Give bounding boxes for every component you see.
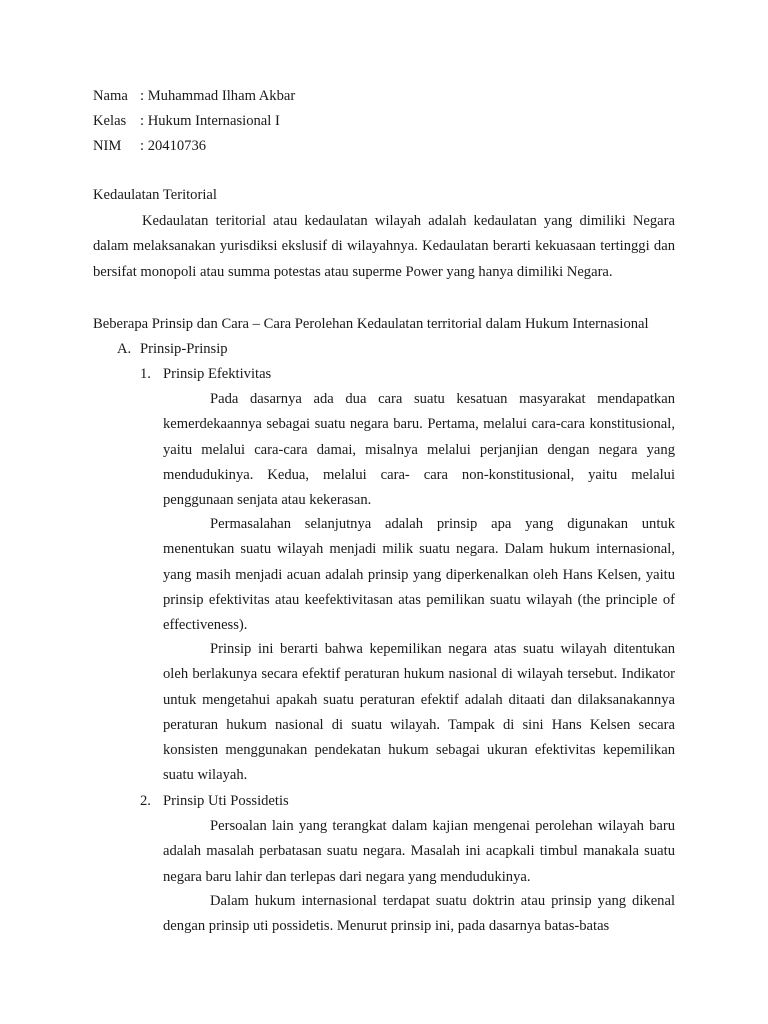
kelas-label: Kelas xyxy=(93,113,127,129)
paragraph-kedaulatan: Kedaulatan teritorial atau kedaulatan wilayah adalah kedaulatan yang dimiliki Negara dalam melaksanakan yurisdiksi ekslusif di wilayahnya. Kedaulatan berarti kekuasaan tertinggi dan bersifat monopoli atau summa potestas atau superme Power yang hanya dimiliki Negara. xyxy=(93,213,675,280)
nama-value: : Muhammad Ilham Akbar xyxy=(140,88,296,104)
subheading-prinsip-prinsip: Prinsip-Prinsip xyxy=(140,341,228,357)
section-title-prinsip-cara: Beberapa Prinsip dan Cara – Cara Perolehan Kedaulatan territorial dalam Hukum Internasional xyxy=(93,316,649,332)
nim-value: : 20410736 xyxy=(140,138,207,154)
nim-label: NIM xyxy=(93,138,122,154)
paragraph-efektivitas-2: Permasalahan selanjutnya adalah prinsip apa yang digunakan untuk menentukan suatu wilayah menjadi milik suatu negara. Dalam hukum internasional, yang masih menjadi acuan adalah prinsip yang diperkenalkan oleh Hans Kelsen, yaitu prinsip efektivitas atau keefektivitasan atas pemilikan suatu wilayah (the principle of effectiveness). xyxy=(163,516,675,634)
paragraph-uti-possidetis-1: Persoalan lain yang terangkat dalam kajian mengenai perolehan wilayah baru adalah masalah perbatasan suatu negara. Masalah ini acapkali timbul manakala suatu negara baru lahir dan terlepas dari negara yang mendudukinya. xyxy=(163,818,675,885)
list-marker-1: 1. xyxy=(140,366,151,382)
item-title-efektivitas: Prinsip Efektivitas xyxy=(163,366,272,382)
kelas-value: : Hukum Internasional I xyxy=(140,113,280,129)
section-title-kedaulatan: Kedaulatan Teritorial xyxy=(93,187,217,203)
nama-label: Nama xyxy=(93,88,128,104)
paragraph-efektivitas-1: Pada dasarnya ada dua cara suatu kesatuan masyarakat mendapatkan kemerdekaannya sebagai suatu negara baru. Pertama, melalui cara-cara konstitusional, yaitu melalui cara-cara damai, misalnya melalui perjanjian dengan negara yang mendudukinya. Kedua, melalui cara- cara non-konstitusional, yaitu melalui penggunaan senjata atau kekerasan. xyxy=(163,391,675,509)
paragraph-uti-possidetis-2: Dalam hukum internasional terdapat suatu doktrin atau prinsip yang dikenal dengan prinsip uti possidetis. Menurut prinsip ini, pada dasarnya batas-batas xyxy=(163,893,675,935)
paragraph-efektivitas-3: Prinsip ini berarti bahwa kepemilikan negara atas suatu wilayah ditentukan oleh berlakunya secara efektif peraturan hukum nasional di wilayah tersebut. Indikator untuk mengetahui apakah suatu peraturan efektif adalah ditaati dan dilaksanakannya peraturan hukum nasional di suatu wilayah. Tampak di sini Hans Kelsen secara konsisten menggunakan pendekatan hukum sebagai ukuran efektivitas kepemilikan suatu wilayah. xyxy=(163,641,675,784)
list-marker-2: 2. xyxy=(140,793,151,809)
item-title-uti-possidetis: Prinsip Uti Possidetis xyxy=(163,793,289,809)
list-marker-a: A. xyxy=(117,341,132,357)
